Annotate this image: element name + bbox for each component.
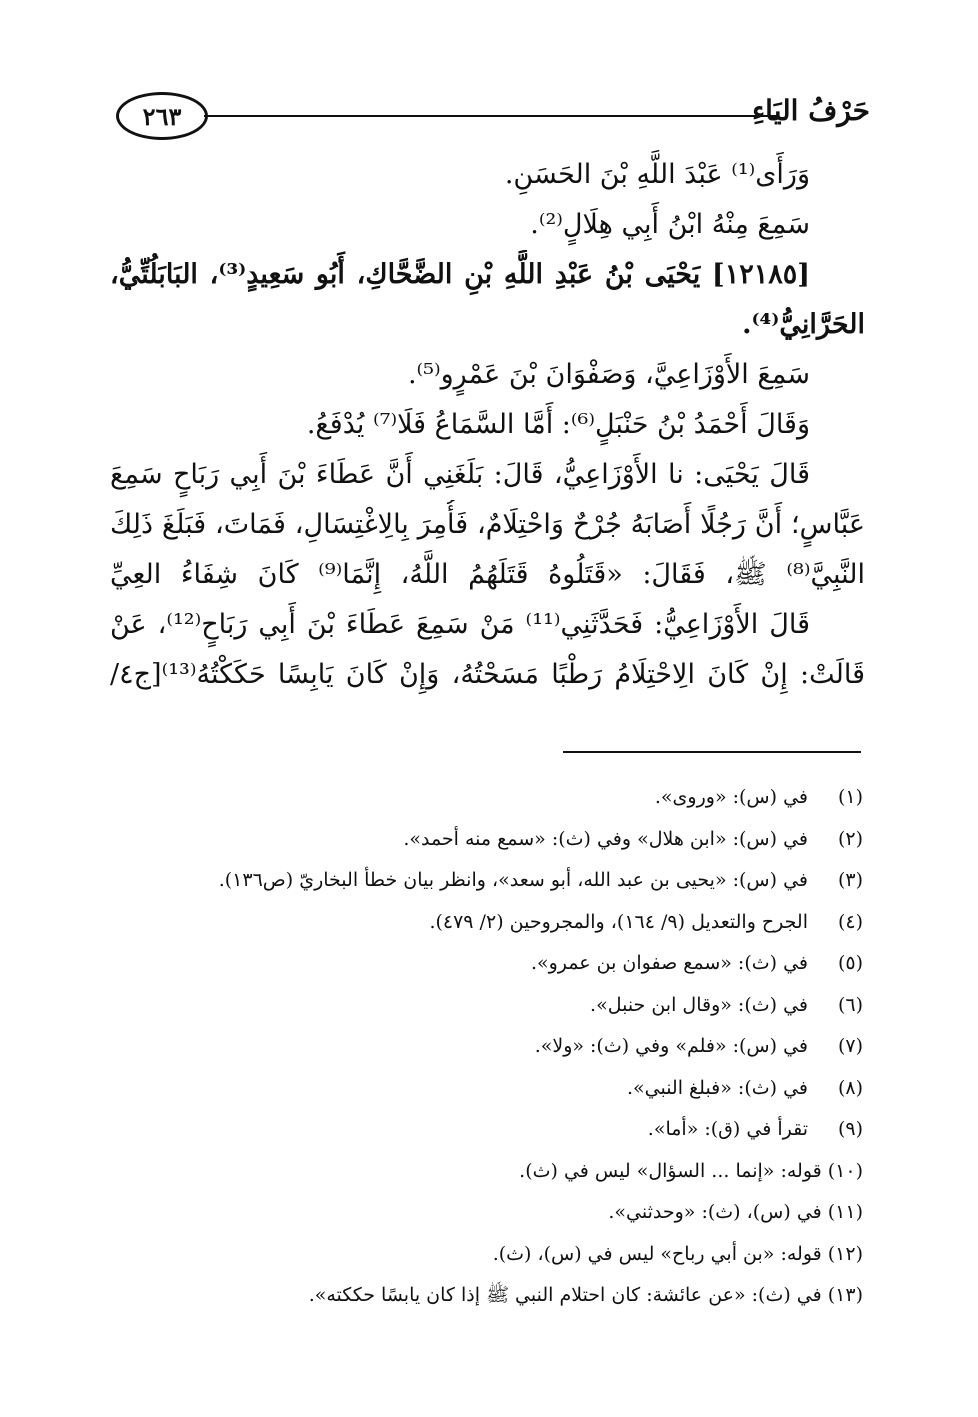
footnote-number: (٧) bbox=[837, 1035, 863, 1057]
footnote-text: الجرح والتعديل (٩/ ١٦٤)، والمجروحين (٢/ ٤٧٩). bbox=[429, 910, 808, 933]
page-header bbox=[116, 92, 870, 144]
running-title: حَرْفُ اليَاءِ bbox=[752, 94, 870, 127]
text-line: وَرَأَى⁽¹⁾ عَبْدَ اللَّهِ بْنَ الحَسَنِ. bbox=[504, 159, 810, 190]
footnote bbox=[150, 860, 863, 902]
footnote bbox=[150, 902, 863, 944]
footnote-text: قوله: «إنما ... السؤال» ليس في (ث). bbox=[519, 1159, 822, 1182]
footnote-text: قوله: «بن أبي رباح» ليس في (س)، (ث). bbox=[492, 1242, 822, 1265]
text-line: النَّبِيَّ⁽⁸⁾ ﷺ، فَقَالَ: «قَتَلُوهُ قَتَلَهُمُ اللَّهُ، إِنَّمَا⁽⁹⁾ كَانَ شِفَاءُ العِيِّ bbox=[110, 559, 865, 590]
text-line: قَالَتْ: إِنْ كَانَ الِاحْتِلَامُ رَطْبًا مَسَحْتُهُ، وَإِنْ كَانَ يَابِسًا حَكَكْتُهُ⁽¹³⁾[ج٤/ bbox=[110, 659, 865, 690]
text-line: سَمِعَ مِنْهُ ابْنُ أَبِي هِلَالٍ⁽²⁾. bbox=[530, 209, 810, 240]
footnote-text: في (س): «ابن هلال» وفي (ث): «سمع منه أحمد». bbox=[403, 827, 808, 850]
footnote-number: (٥) bbox=[837, 952, 863, 974]
footnote-text: في (س): «فلم» وفي (ث): «ولا». bbox=[534, 1035, 808, 1057]
footnote bbox=[150, 819, 863, 861]
footnote bbox=[150, 1151, 863, 1193]
header-rule bbox=[204, 115, 778, 117]
footnote-number: (٢) bbox=[837, 827, 863, 850]
footnote-number: (٩) bbox=[837, 1118, 863, 1140]
footnotes bbox=[150, 777, 863, 1317]
text-line: قَالَ الأَوْزَاعِيُّ: فَحَدَّثَنِي⁽¹¹⁾ مَنْ سَمِعَ عَطَاءَ بْنَ أَبِي رَبَاحٍ⁽¹²⁾، عَنْ bbox=[110, 609, 810, 640]
text-line: قَالَ يَحْيَى: نا الأَوْزَاعِيُّ، قَالَ: بَلَغَنِي أَنَّ عَطَاءَ بْنَ أَبِي رَبَاحٍ سَمِعَ bbox=[110, 459, 810, 490]
footnote bbox=[150, 1192, 863, 1234]
footnote-number: (٦) bbox=[837, 993, 863, 1016]
text-line: سَمِعَ الأَوْزَاعِيَّ، وَصَفْوَانَ بْنَ عَمْرٍو⁽⁵⁾. bbox=[407, 359, 810, 390]
footnote bbox=[150, 943, 863, 985]
footnote-number: (٨) bbox=[837, 1076, 863, 1099]
footnote-separator bbox=[563, 751, 861, 753]
page-number: ٢٦٣ bbox=[116, 92, 208, 140]
footnote bbox=[150, 1068, 863, 1110]
main-text bbox=[110, 150, 865, 700]
entry-heading: [١٢١٨٥] يَحْيَى بْنُ عَبْدِ اللَّهِ بْنِ الضَّحَّاكِ، أَبُو سَعِيدٍ⁽³⁾، البَابَلُتِّيُّ، bbox=[110, 259, 810, 290]
footnote-text: في (ث): «وقال ابن حنبل». bbox=[590, 993, 808, 1016]
footnote-text: في (س): «يحيى بن عبد الله، أبو سعد»، وانظر بيان خطأ البخاريّ (ص١٣٦). bbox=[218, 869, 808, 891]
footnote bbox=[150, 1109, 863, 1151]
footnote bbox=[150, 985, 863, 1027]
footnote-number: (١) bbox=[837, 786, 863, 808]
text-line: وَقَالَ أَحْمَدُ بْنُ حَنْبَلٍ⁽⁶⁾: أَمَّا السَّمَاعُ فَلَا⁽⁷⁾ يُدْفَعُ. bbox=[306, 409, 810, 440]
footnote-text: في (ث): «سمع صفوان بن عمرو». bbox=[530, 952, 808, 974]
footnote bbox=[150, 1234, 863, 1276]
footnote-text: في (ث): «فبلغ النبي». bbox=[626, 1076, 808, 1099]
footnote-number: (١٢) bbox=[827, 1242, 863, 1265]
footnote-number: (١١) bbox=[827, 1201, 863, 1223]
footnote-text: في (س)، (ث): «وحدثني». bbox=[608, 1201, 822, 1223]
footnote bbox=[150, 777, 863, 819]
footnote-number: (٤) bbox=[837, 910, 863, 933]
text-line: عَبَّاسٍ؛ أَنَّ رَجُلًا أَصَابَهُ جُرْحٌ وَاحْتِلَامٌ، فَأُمِرَ بِالِاغْتِسَالِ، فَمَاتَ، فَبَلَغَ ذَلِكَ bbox=[110, 509, 865, 540]
footnote bbox=[150, 1026, 863, 1068]
footnote-number: (١٠) bbox=[827, 1159, 863, 1182]
footnote-text: تقرأ في (ق): «أما». bbox=[647, 1118, 808, 1140]
footnote-number: (٣) bbox=[837, 869, 863, 891]
footnote bbox=[150, 1275, 863, 1317]
footnote-number: (١٣) bbox=[827, 1284, 863, 1306]
footnote-text: في (ث): «عن عائشة: كان احتلام النبي ﷺ إذا كان يابسًا حككته». bbox=[308, 1284, 822, 1306]
footnote-text: في (س): «وروى». bbox=[654, 786, 808, 808]
entry-heading-continued: الحَرَّانِيُّ⁽⁴⁾. bbox=[742, 309, 865, 340]
